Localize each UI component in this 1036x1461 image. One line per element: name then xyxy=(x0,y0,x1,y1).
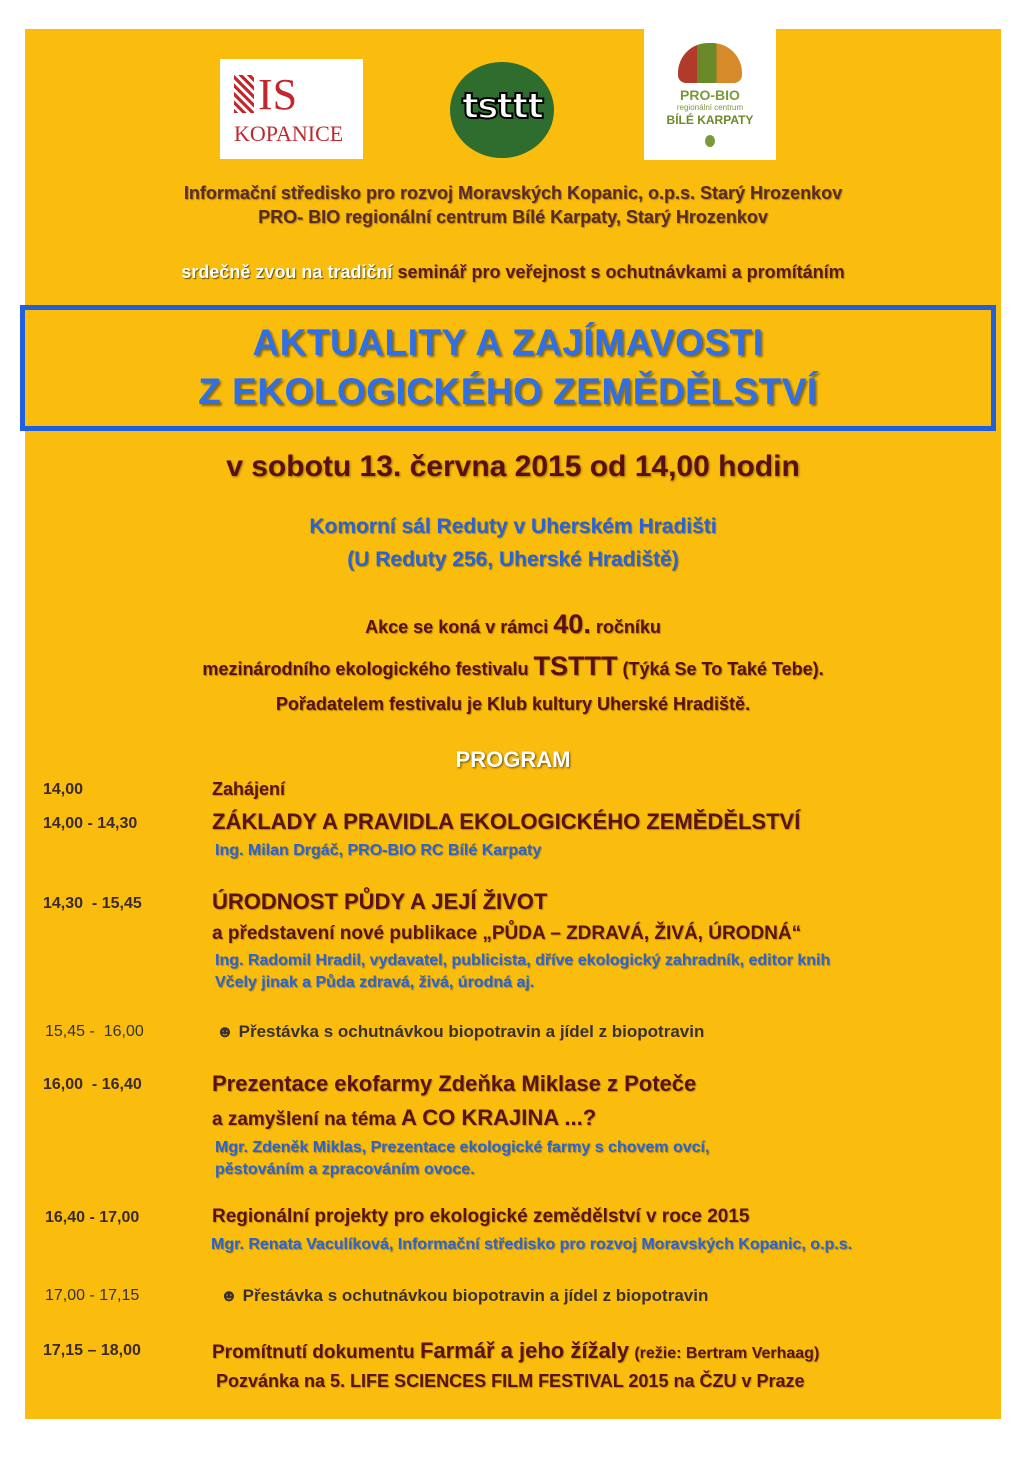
venue-line-1: Komorní sál Reduty v Uherském Hradišti xyxy=(309,515,717,538)
program-item-8-director: (režie: Bertram Verhaag) xyxy=(634,1345,820,1362)
program-item-5-speaker-1: Mgr. Zdeněk Miklas, Prezentace ekologické farmy s chovem ovcí, xyxy=(215,1139,710,1156)
program-item-2-time: 14,00 - 14,30 xyxy=(43,815,138,832)
venue-line-2: (U Reduty 256, Uherské Hradiště) xyxy=(347,548,679,571)
program-item-7-break xyxy=(220,1286,708,1306)
program-item-2-speaker: Ing. Milan Drgáč, PRO-BIO RC Bílé Karpaty xyxy=(215,842,542,859)
program-item-3-title: ÚRODNOST PŮDY A JEJÍ ŽIVOT xyxy=(212,889,548,914)
program-item-4-time: 15,45 - 16,00 xyxy=(45,1023,144,1040)
probio-logo-line3: BÍLÉ KARPATY xyxy=(666,113,754,127)
program-item-2-title: ZÁKLADY A PRAVIDLA EKOLOGICKÉHO ZEMĚDĚLSTVÍ xyxy=(212,809,801,834)
festival-line-1b: ročníku xyxy=(595,617,661,637)
program-item-1-time: 14,00 xyxy=(43,781,84,798)
invite-part-1: srdečně zvou na tradiční xyxy=(181,262,393,282)
festival-edition: 40. xyxy=(553,609,591,639)
program-item-3-speaker-1: Ing. Radomil Hradil, vydavatel, publicista, dříve ekologický zahradník, editor knih xyxy=(215,952,831,969)
program-item-3-speaker-2: Včely jinak a Půda zdravá, živá, úrodná aj. xyxy=(215,974,535,991)
smiley-icon: ☻ xyxy=(220,1286,238,1305)
program-item-5-title: Prezentace ekofarmy Zdeňka Miklase z Potečе xyxy=(212,1071,697,1096)
program-item-5-time: 16,00 - 16,40 xyxy=(43,1076,142,1093)
title-line-1: AKTUALITY A ZAJÍMAVOSTI xyxy=(252,322,764,363)
program-item-5-subtitle xyxy=(212,1105,596,1131)
program-item-8-time: 17,15 – 18,00 xyxy=(43,1342,141,1359)
program-item-6-speaker: Mgr. Renata Vaculíková, Informační středisko pro rozvoj Moravských Kopanic, o.p.s. xyxy=(211,1236,853,1253)
title-line-2: Z EKOLOGICKÉHO ZEMĚDĚLSTVÍ xyxy=(198,371,818,412)
program-item-5-subtitle-b: A CO KRAJINA ...? xyxy=(401,1105,597,1130)
film-title: Farmář a jeho žížaly xyxy=(419,1338,630,1363)
festival-line-2a: mezinárodního ekologického festivalu xyxy=(202,659,529,679)
invite-line xyxy=(25,262,1001,283)
probio-logo-line1: PRO-BIO xyxy=(680,87,740,103)
tsttt-logo-text: tsttt xyxy=(461,86,543,127)
program-item-8-invitation: Pozvánka na 5. LIFE SCIENCES FILM FESTIVAL 2015 na ČZU v Praze xyxy=(216,1371,805,1391)
festival-line-2 xyxy=(25,651,1001,682)
program-item-5-subtitle-a: a zamyšlení na téma xyxy=(212,1109,396,1130)
program-item-8-title xyxy=(212,1338,819,1364)
festival-line-3: Pořadatelem festivalu je Klub kultury Uherské Hradiště. xyxy=(275,694,751,714)
organizer-line-2: PRO- BIO regionální centrum Bílé Karpaty, Starý Hrozenkov xyxy=(258,207,768,227)
program-item-3-subtitle: a představení nové publikace „PŮDA – ZDRAVÁ, ŽIVÁ, ÚRODNÁ“ xyxy=(212,923,802,944)
program-item-4-break xyxy=(216,1022,704,1042)
is-kopanice-logo-top: IS xyxy=(258,70,298,119)
is-kopanice-logo-bottom: KOPANICE xyxy=(234,121,344,146)
probio-logo xyxy=(644,29,776,160)
smiley-icon: ☻ xyxy=(216,1022,234,1041)
program-heading: PROGRAM xyxy=(455,747,571,772)
poster xyxy=(25,29,1001,1419)
ornament-icon xyxy=(234,75,254,113)
festival-line-1 xyxy=(25,609,1001,640)
program-item-1-title: Zahájení xyxy=(212,779,286,799)
is-kopanice-logo xyxy=(220,59,363,159)
title-box xyxy=(20,305,996,431)
program-item-5-speaker-2: pěstováním a zpracováním ovoce. xyxy=(215,1161,475,1178)
leaf-icon xyxy=(705,135,715,147)
tsttt-logo xyxy=(450,62,554,158)
probio-logo-line2: regionální centrum xyxy=(676,103,744,112)
program-item-4-title: Přestávka s ochutnávkou biopotravin a jídel z biopotravin xyxy=(238,1022,705,1041)
festival-line-1a: Akce se koná v rámci xyxy=(365,617,549,637)
program-item-7-time: 17,00 - 17,15 xyxy=(45,1287,140,1304)
vegetables-icon xyxy=(678,43,742,83)
program-item-6-time: 16,40 - 17,00 xyxy=(45,1209,140,1226)
invite-part-2: seminář pro veřejnost s ochutnávkami a promítáním xyxy=(397,262,845,282)
program-item-3-time: 14,30 - 15,45 xyxy=(43,895,142,912)
event-date: v sobotu 13. června 2015 od 14,00 hodin xyxy=(226,450,800,483)
program-item-8-title-a: Promítnutí dokumentu xyxy=(212,1342,415,1363)
festival-line-2b: (Týká Se To Také Tebe). xyxy=(622,659,824,679)
organizer-line-1: Informační středisko pro rozvoj Moravských Kopanic, o.p.s. Starý Hrozenkov xyxy=(183,183,843,203)
festival-name: TSTTT xyxy=(533,651,618,681)
program-item-7-title: Přestávka s ochutnávkou biopotravin a jídel z biopotravin xyxy=(242,1286,709,1305)
program-item-6-title: Regionální projekty pro ekologické zemědělství v roce 2015 xyxy=(212,1206,750,1227)
